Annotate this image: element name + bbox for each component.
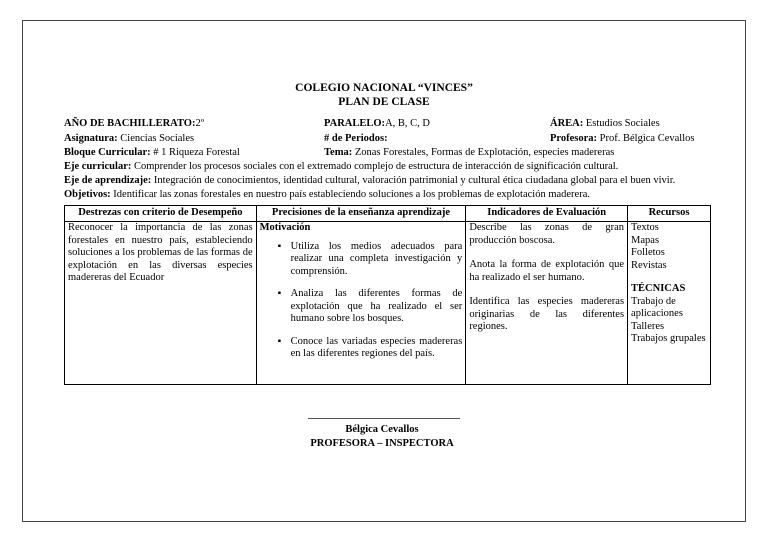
eje-aprendizaje-row (64, 174, 675, 187)
paralelo-label: PARALELO: (324, 118, 386, 129)
asignatura-row (64, 132, 194, 145)
table-row (65, 222, 711, 385)
area-row (550, 117, 660, 130)
eje-aprendizaje-value: Integración de conocimientos, identidad cultural, valoración patrimonial y cultural ética ciudadana global para el buen vivir. (153, 175, 676, 186)
asignatura-label: Asignatura: (64, 133, 118, 144)
list-item: ▪ Conoce las variadas especies madereras en las diferentes regiones del país. (260, 336, 463, 361)
tecnica-item: Trabajo de aplicaciones (631, 295, 683, 319)
periodos-label: # de Periodos: (324, 133, 388, 144)
profesora-value: Prof. Bélgica Cevallos (599, 133, 695, 144)
area-label: ÁREA: (550, 118, 584, 129)
asignatura-value: Ciencias Sociales (120, 133, 195, 144)
recurso-item: Textos (631, 222, 659, 233)
header-precisiones: Precisiones de la enseñanza aprendizaje (256, 206, 466, 222)
document-title: PLAN DE CLASE (338, 96, 430, 108)
tema-value: Zonas Forestales, Formas de Explotación, especies madereras (354, 147, 615, 158)
tecnicas-title: TÉCNICAS (631, 283, 686, 294)
header-indicadores: Indicadores de Evaluación (466, 206, 628, 222)
paralelo-row (324, 117, 430, 130)
objetivos-row (64, 188, 590, 201)
recursos-cell (628, 222, 711, 385)
bloque-value: # 1 Riqueza Forestal (153, 147, 240, 158)
header-recursos: Recursos (628, 206, 711, 222)
objetivos-label: Objetivos: (64, 189, 111, 200)
indicador-3: Identifica las especies madereras originarias de las diferentes regiones. (469, 296, 625, 332)
indicador-1: Describe las zonas de gran producción boscosa. (469, 222, 625, 246)
motivacion-title: Motivación (259, 222, 311, 233)
paralelo-value: A, B, C, D (385, 118, 430, 129)
objetivos-value: Identificar las zonas forestales en nuestro país estableciendo soluciones a los problemas de explotación maderera. (113, 189, 590, 200)
profesora-row (550, 132, 694, 145)
plan-table (64, 205, 711, 385)
signature-line (308, 418, 460, 419)
destrezas-cell (65, 222, 257, 385)
precisiones-cell (256, 222, 466, 385)
recurso-item: Mapas (631, 234, 660, 246)
eje-curricular-value: Comprender los procesos sociales con el extremado complejo de estructura de interacción de significación cultural. (133, 161, 619, 172)
tecnica-item: Talleres (631, 320, 665, 332)
precisiones-list (260, 241, 463, 361)
tema-label: Tema: (324, 147, 353, 158)
recurso-item: Revistas (631, 259, 667, 271)
signature-role: PROFESORA – INSPECTORA (310, 438, 454, 449)
eje-curricular-row (64, 160, 618, 173)
recurso-item: Folletos (631, 247, 665, 258)
eje-curricular-label: Eje curricular: (64, 161, 132, 172)
indicadores-cell (466, 222, 628, 385)
signature-name: Bélgica Cevallos (345, 424, 419, 435)
eje-aprendizaje-label: Eje de aprendizaje: (64, 175, 152, 186)
school-name: COLEGIO NACIONAL “VINCES” (295, 82, 473, 94)
table-header-row (65, 206, 711, 222)
indicador-2: Anota la forma de explotación que ha realizado el ser humano. (469, 259, 625, 283)
destrezas-text: Reconocer la importancia de las zonas forestales en nuestro país, estableciendo soluciones a los problemas de las formas de explotación en las diversas especies madereras del Ecuador (68, 222, 253, 283)
bloque-row (64, 146, 240, 159)
area-value: Estudios Sociales (585, 118, 660, 129)
tema-row (324, 146, 614, 159)
anio-value: 2º (195, 118, 204, 129)
anio-row (64, 117, 204, 130)
tecnica-item: Trabajos grupales (631, 333, 706, 344)
list-item: ▪ Utiliza los medios adecuados para realizar una completa investigación y comprensión. (260, 241, 463, 279)
anio-label: AÑO DE BACHILLERATO: (64, 118, 196, 129)
periodos-row (324, 132, 388, 145)
profesora-label: Profesora: (550, 133, 598, 144)
list-item: ▪ Analiza las diferentes formas de explotación que ha realizado el ser humano sobre los bosques. (260, 288, 463, 326)
header-destrezas: Destrezas con criterio de Desempeño (65, 206, 257, 222)
bloque-label: Bloque Curricular: (64, 147, 151, 158)
